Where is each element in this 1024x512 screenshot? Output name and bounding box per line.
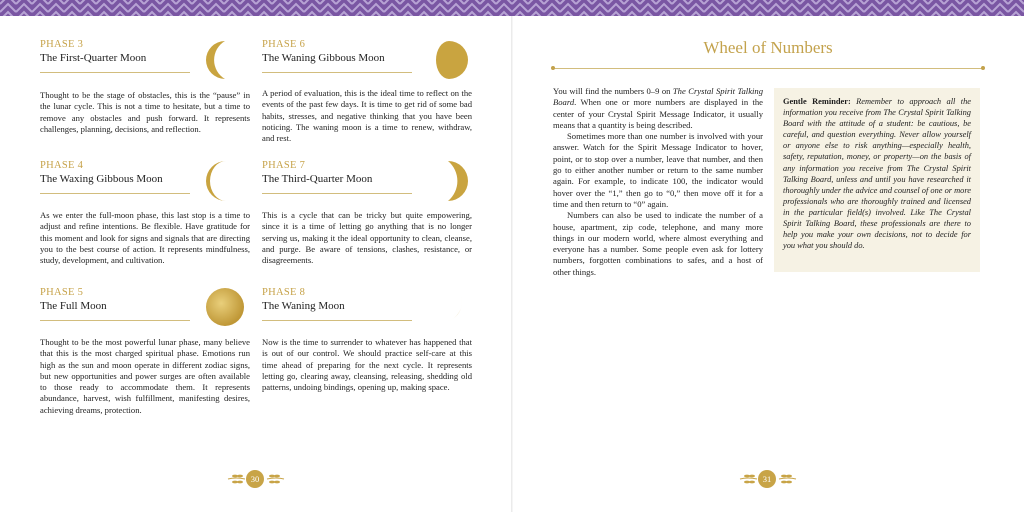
phase-title: The First-Quarter Moon [40, 52, 147, 64]
section-title: Wheel of Numbers [703, 38, 833, 57]
phase-divider [262, 72, 412, 73]
title-divider [553, 68, 983, 69]
paragraph [553, 86, 763, 131]
phase-title: The Full Moon [40, 300, 107, 312]
paragraph: Numbers can also be used to indicate the number of a house, apartment, zip code, telephone, and many more things in our modern world, where almost everything and everyone has a number. Some people even ask for lottery numbers, forgotten combinations to safes, and a host of other things. [553, 210, 763, 277]
gentle-reminder-box [774, 88, 980, 272]
book-spine [511, 16, 513, 512]
laurel-left-icon [226, 468, 246, 490]
phase-label: PHASE 4 [40, 160, 84, 171]
waning-crescent-moon-icon [420, 286, 466, 328]
full-moon-icon [204, 286, 246, 328]
phase-description: Now is the time to surrender to whatever has happened that is out of our control. We should practice self-care at this time ahead of preparing for the next cycle. It represents letting go, clearing away, cleansing, releasing, shedding old patterns, undoing bindings, opening up, making space. [262, 337, 472, 393]
phase-divider [40, 72, 190, 73]
chevron-border [0, 0, 1024, 16]
laurel-right-icon [778, 468, 798, 490]
phase-divider [40, 320, 190, 321]
phase-label: PHASE 3 [40, 39, 84, 50]
phase-divider [40, 193, 190, 194]
phase-label: PHASE 6 [262, 39, 306, 50]
body-text [553, 86, 763, 278]
page-number: 30 [246, 470, 264, 488]
reminder-label: Gentle Reminder: [783, 97, 851, 106]
board-name-italic: The Crystal Spirit Talking Board [553, 86, 763, 108]
waning-gibbous-moon-icon [428, 39, 470, 81]
paragraph: Sometimes more than one number is involved with your answer. Watch for the Spirit Message Indicator to hover, point, or to stop over a number, leave that number, and then go to either another number or return to the same number again. For example, to indicate 100, the indicator would hover over the “1,” then go to “0,” then move off it for a time and then return to “0” again. [553, 131, 763, 209]
page-number-31 [738, 468, 798, 490]
paragraph-text: . When one or more numbers are displayed in the center of your Crystal Spirit Message Indicator, it usually means that a quantity is being described. [553, 97, 763, 130]
page-number: 31 [758, 470, 776, 488]
divider-dot [981, 66, 985, 70]
first-quarter-moon-icon [204, 39, 246, 81]
phase-title: The Waxing Gibbous Moon [40, 173, 163, 185]
waxing-gibbous-moon-icon [204, 159, 248, 203]
phase-description: This is a cycle that can be tricky but quite empowering, since it is a time of letting go anything that is no longer serving us, making it the ideal opportunity to clean, cleanse, and purge. Be aware of tensions, clashes, resistance, or disagreements. [262, 210, 472, 266]
laurel-left-icon [738, 468, 758, 490]
phase-title: The Waning Gibbous Moon [262, 52, 385, 64]
phase-title: The Waning Moon [262, 300, 345, 312]
phase-divider [262, 320, 412, 321]
paragraph-text: You will find the numbers 0–9 on [553, 86, 673, 96]
phase-description: Thought to be the most powerful lunar phase, many believe that this is the most charged spiritual phase. Emotions run high as the sun and moon operate in different zodiac signs, but new opportunities and power surges are often available to those ready to accommodate them. It represents abundance, harvest, wish fulfillment, manifesting desires, achieving dreams, protection. [40, 337, 250, 415]
divider-dot [551, 66, 555, 70]
phase-description: As we enter the full-moon phase, this last stop is a time to adjust and refine intentions. Be flexible. Have gratitude for this moment and look for signs and signals that are directing you to the best course of action. It represents mindfulness, study, development, and cultivation. [40, 210, 250, 266]
phase-description: Thought to be the stage of obstacles, this is the “pause” in the lunar cycle. This is not a time to hesitate, but a time to remove any obstacles and push forward. It represents challenges, planning, decisions, and reflection. [40, 90, 250, 134]
phase-label: PHASE 5 [40, 287, 84, 298]
laurel-right-icon [266, 468, 286, 490]
phase-label: PHASE 7 [262, 160, 306, 171]
phase-label: PHASE 8 [262, 287, 306, 298]
page-number-30 [226, 468, 286, 490]
phase-title: The Third-Quarter Moon [262, 173, 373, 185]
reminder-text: Remember to approach all the information you receive from The Crystal Spirit Talking Board with the attitude of a student: be cautious, be careful, and question everything. Never allow yourself or anyone else to risk anything—especially health, safety, reputation, money, or property—on the basis of any information you receive from The Crystal Spirit Talking Board, unless and until you have researched it thoroughly under the advice and counsel of one or more professionals who are thoroughly trained and licensed in the particular field(s) involved. Like The Crystal Spirit Talking Board, these professionals are there to help you make your own decisions, not to decide for you what you should do. [783, 97, 972, 251]
phase-description: A period of evaluation, this is the ideal time to reflect on the events of the past few days. It is time to get rid of some bad habits, stresses, and negative thinking that you have been noticing. The waning moon is a time to renew, withdraw, and rest. [262, 88, 472, 144]
phase-divider [262, 193, 412, 194]
third-quarter-moon-icon [430, 159, 470, 203]
